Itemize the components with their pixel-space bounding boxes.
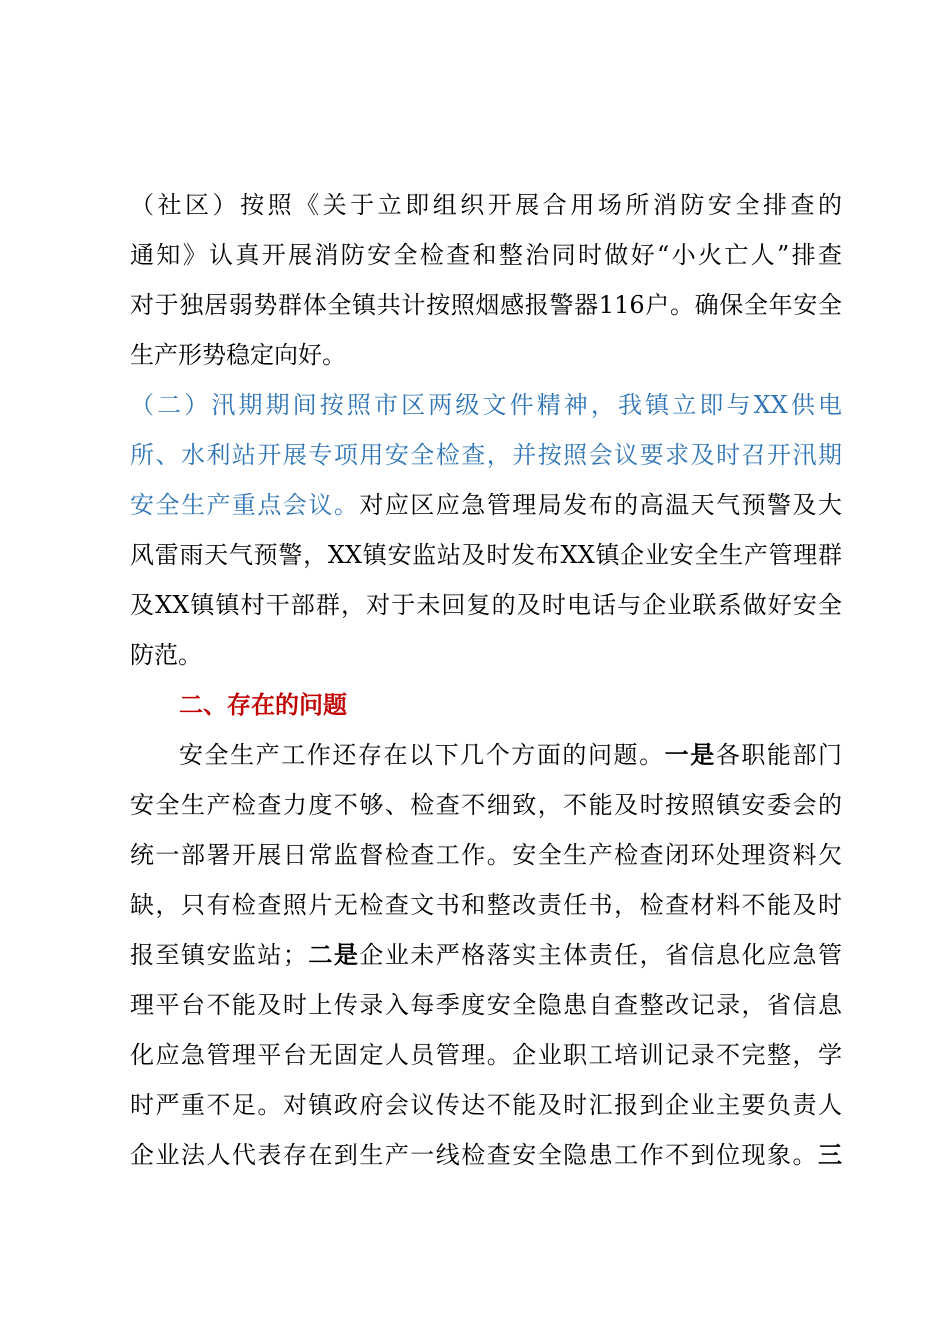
para2-line-1 bbox=[130, 389, 842, 421]
para3-line-3 bbox=[130, 839, 842, 871]
para3-line-1 bbox=[179, 739, 842, 771]
text-span: 各职能部门 bbox=[715, 741, 842, 769]
para3-line-7 bbox=[130, 1039, 842, 1071]
para2-line-3 bbox=[130, 489, 842, 521]
para3-line-6 bbox=[130, 989, 842, 1021]
text-span: 企业法人代表存在到生产一线检查安全隐患工作不到位现象。 bbox=[130, 1141, 818, 1169]
heading-text: 二、存在的问题 bbox=[179, 691, 347, 719]
text-span: 对应区应急管理局发布的高温天气预警及大 bbox=[359, 491, 842, 519]
text-span: 通知》认真开展消防安全检查和整治同时做好“小火亡人”排查 bbox=[130, 241, 842, 269]
para3-line-4 bbox=[130, 889, 842, 921]
para2-line-4 bbox=[130, 539, 842, 571]
para1-line-3 bbox=[130, 289, 842, 321]
section-heading bbox=[179, 689, 779, 721]
text-span: 理平台不能及时上传录入每季度安全隐患自查整改记录，省信息 bbox=[130, 991, 842, 1019]
para3-line-5 bbox=[130, 939, 842, 971]
text-span: 防范。 bbox=[130, 641, 202, 669]
blue-text-span: 安全生产重点会议。 bbox=[130, 491, 360, 519]
bold-text-span: 二是 bbox=[306, 941, 360, 969]
para3-line-8 bbox=[130, 1089, 842, 1121]
bold-text-span: 一是 bbox=[664, 741, 716, 769]
para1-line-2 bbox=[130, 239, 842, 271]
text-span: 对于独居弱势群体全镇共计按照烟感报警器116户。确保全年安全 bbox=[130, 291, 842, 319]
para2-line-6 bbox=[130, 639, 842, 671]
para1-line-4 bbox=[130, 339, 842, 371]
text-span: 所、水利站开展专项用安全检查，并按照会议要求及时召开汛期 bbox=[130, 441, 842, 469]
text-span: 统一部署开展日常监督检查工作。安全生产检查闭环处理资料欠 bbox=[130, 841, 842, 869]
text-span: 安全生产检查力度不够、检查不细致，不能及时按照镇安委会的 bbox=[130, 791, 842, 819]
para2-line-2 bbox=[130, 439, 842, 471]
text-span: （二）汛期期间按照市区两级文件精神，我镇立即与XX供电 bbox=[130, 391, 842, 419]
para1-line-1 bbox=[130, 189, 842, 221]
text-span: 及XX镇镇村干部群，对于未回复的及时电话与企业联系做好安全 bbox=[130, 591, 842, 619]
text-span: 缺，只有检查照片无检查文书和整改责任书，检查材料不能及时 bbox=[130, 891, 842, 919]
para3-line-2 bbox=[130, 789, 842, 821]
text-span: 安全生产工作还存在以下几个方面的问题。 bbox=[179, 741, 665, 769]
bold-text-span: 三 bbox=[818, 1141, 842, 1169]
text-span: 企业未严格落实主体责任，省信息化应急管 bbox=[359, 941, 842, 969]
text-span: （社区）按照《关于立即组织开展合用场所消防安全排查的 bbox=[130, 191, 842, 219]
text-span: 报至镇安监站； bbox=[130, 941, 307, 969]
text-span: 时严重不足。对镇政府会议传达不能及时汇报到企业主要负责人 bbox=[130, 1091, 842, 1119]
para3-line-9 bbox=[130, 1139, 842, 1171]
text-span: 风雷雨天气预警，XX镇安监站及时发布XX镇企业安全生产管理群 bbox=[130, 541, 842, 569]
text-span: 化应急管理平台无固定人员管理。企业职工培训记录不完整，学 bbox=[130, 1041, 842, 1069]
para2-line-5 bbox=[130, 589, 842, 621]
text-span: 生产形势稳定向好。 bbox=[130, 341, 346, 369]
